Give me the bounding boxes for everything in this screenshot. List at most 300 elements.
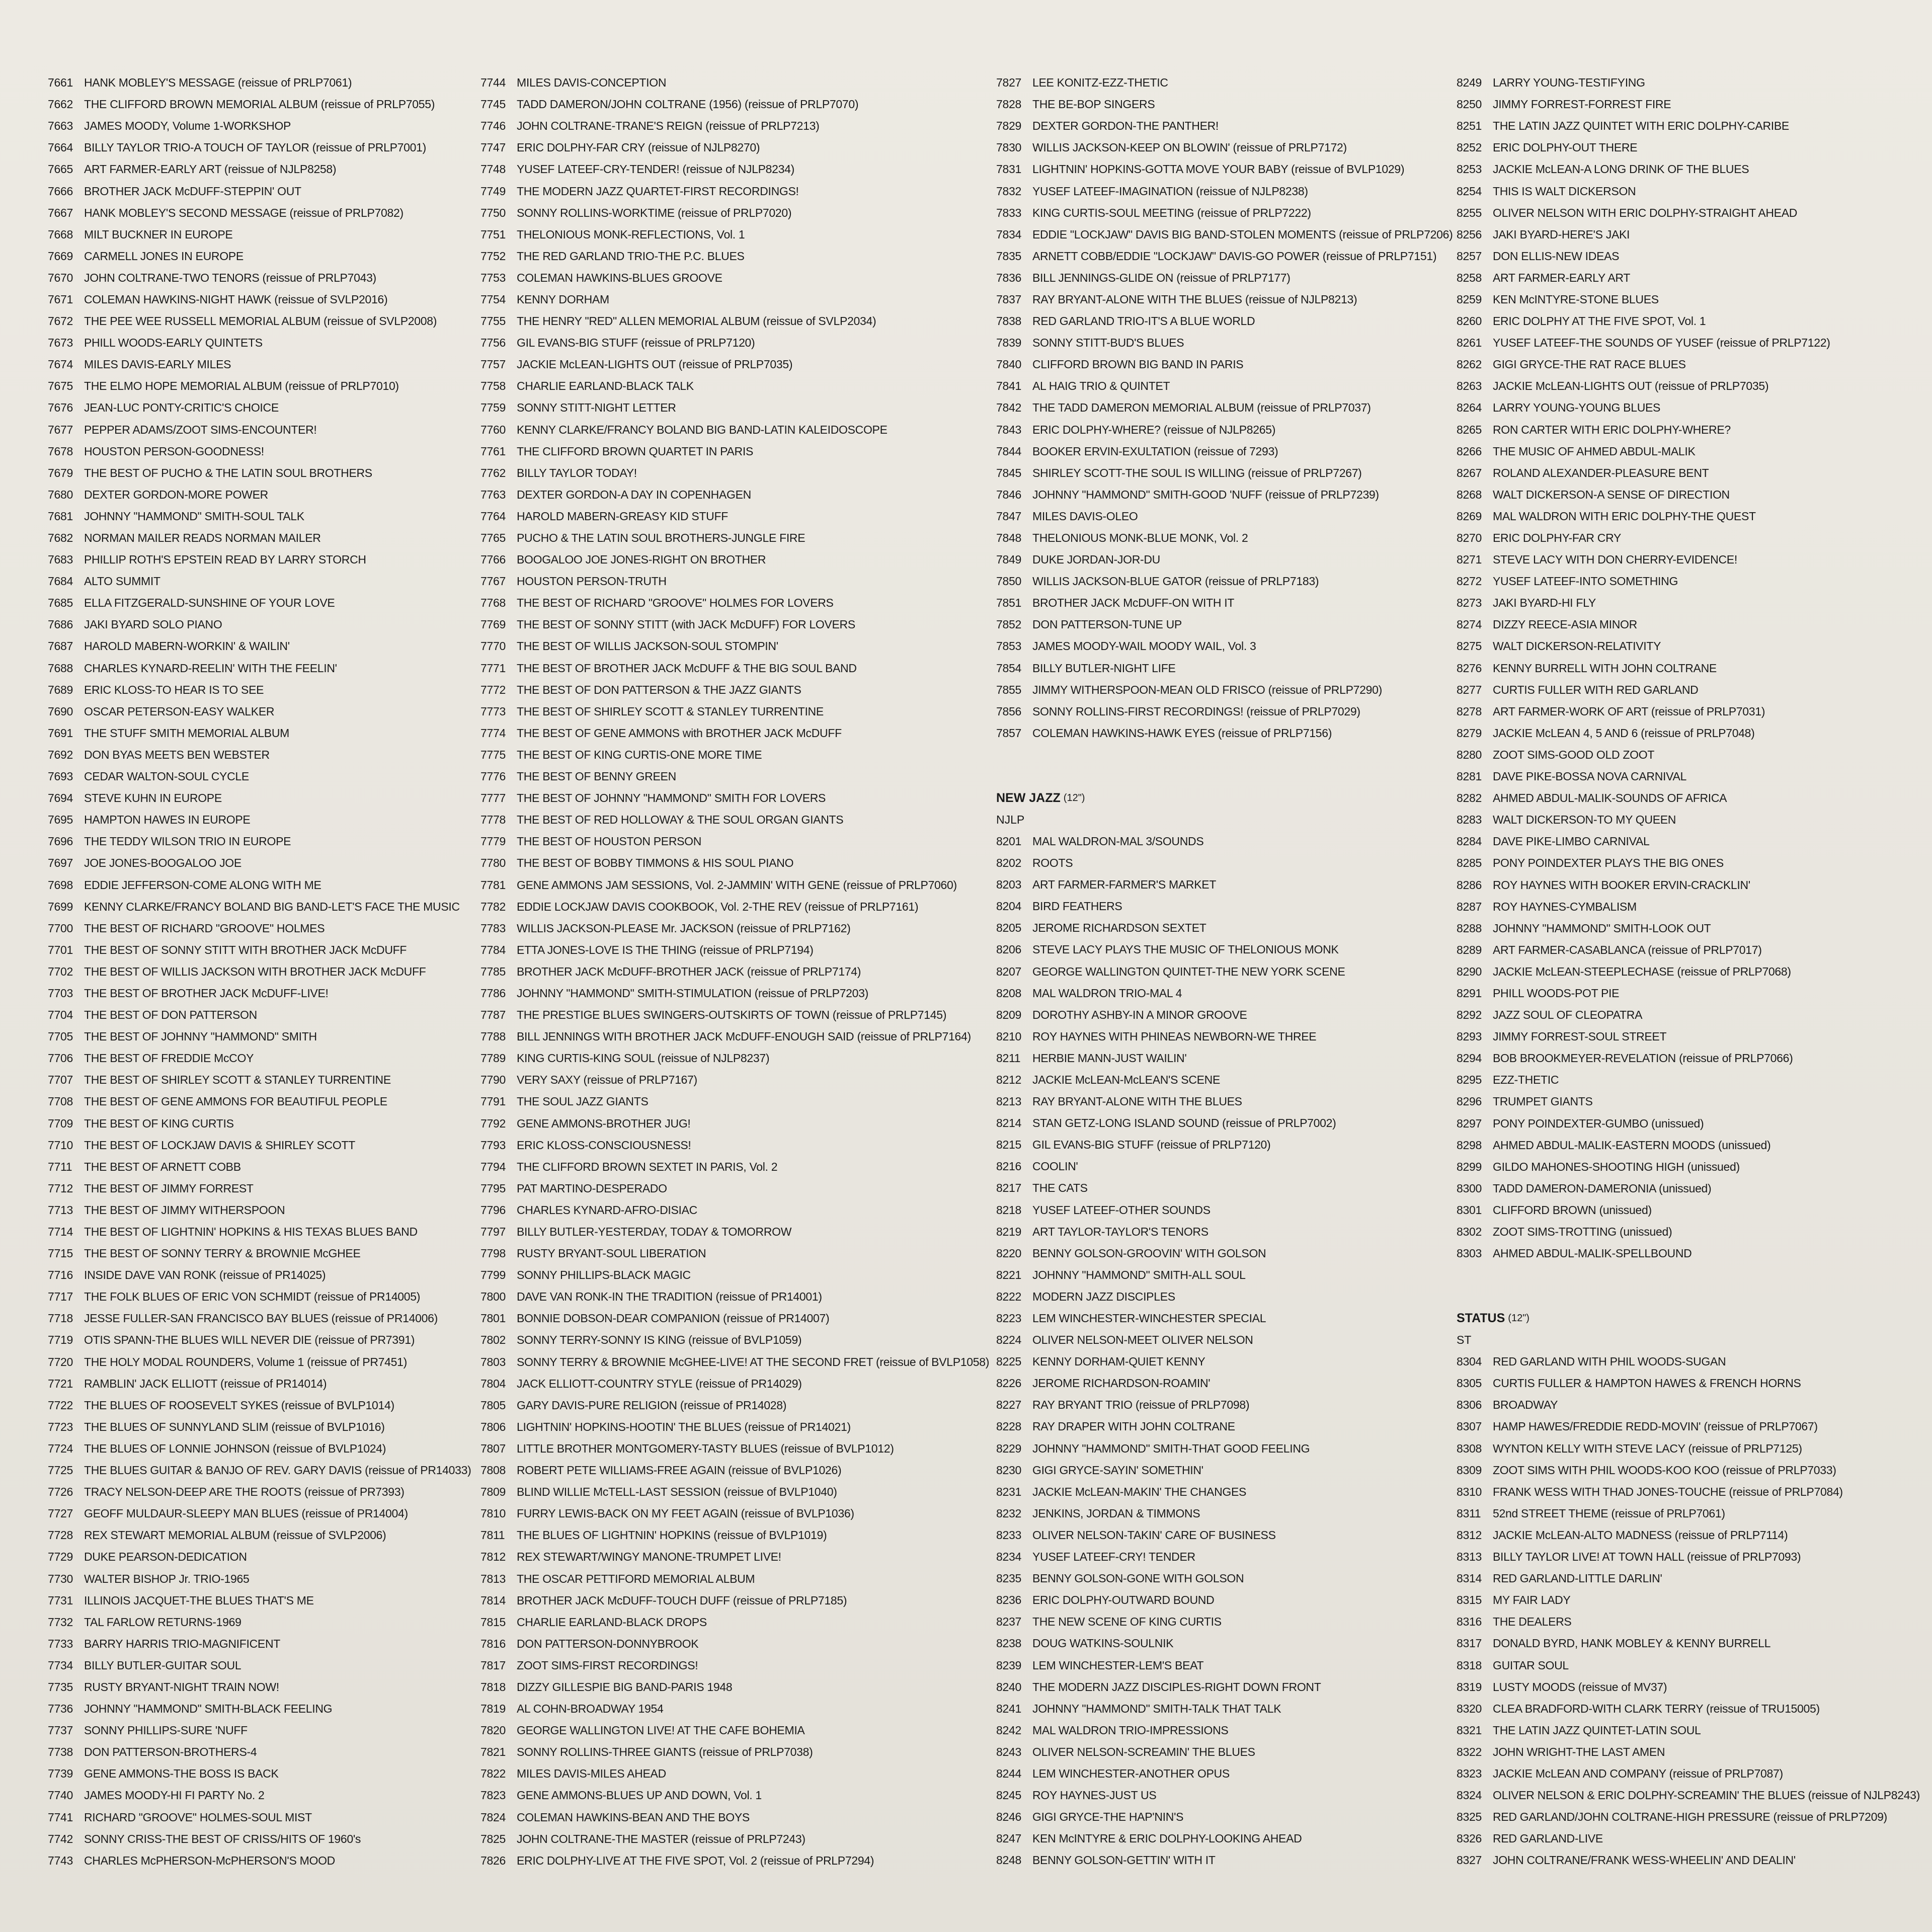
catalog-entry xyxy=(996,1676,1479,1698)
catalog-number: 7691 xyxy=(48,726,73,740)
catalog-entry xyxy=(480,441,994,462)
catalog-number: 8265 xyxy=(1457,423,1482,436)
catalog-number: 8252 xyxy=(1457,141,1482,154)
catalog-entry xyxy=(1457,1741,1924,1763)
catalog-number: 7682 xyxy=(48,531,73,545)
catalog-number: 8240 xyxy=(996,1680,1021,1694)
catalog-number: 7752 xyxy=(480,249,506,263)
album-title: MILES DAVIS-CONCEPTION xyxy=(517,76,667,90)
catalog-number: 7770 xyxy=(480,639,506,653)
catalog-number: 8319 xyxy=(1457,1680,1482,1694)
catalog-entry xyxy=(48,1698,491,1720)
album-title: EDDIE "LOCKJAW" DAVIS BIG BAND-STOLEN MOMENTS (reissue of PRLP7206) xyxy=(1032,227,1453,241)
catalog-entry xyxy=(480,1199,994,1221)
catalog-number: 7755 xyxy=(480,314,506,328)
catalog-number: 8288 xyxy=(1457,921,1482,935)
catalog-number: 7735 xyxy=(48,1680,73,1694)
catalog-entry xyxy=(48,1763,491,1785)
catalog-number: 7754 xyxy=(480,292,506,306)
catalog-number: 7799 xyxy=(480,1268,506,1282)
catalog-number: 7724 xyxy=(48,1441,73,1455)
catalog-number: 8285 xyxy=(1457,856,1482,870)
album-title: SONNY CRISS-THE BEST OF CRISS/HITS OF 1960's xyxy=(84,1832,361,1845)
catalog-entry xyxy=(48,462,491,484)
album-title: THE BEST OF SONNY STITT (with JACK McDUFF) FOR LOVERS xyxy=(517,618,855,631)
album-title: ERIC DOLPHY-LIVE AT THE FIVE SPOT, Vol. 2 (reissue of PRLP7294) xyxy=(517,1854,874,1867)
catalog-number: 7720 xyxy=(48,1355,73,1369)
catalog-number: 7745 xyxy=(480,98,506,111)
album-title: DEXTER GORDON-THE PANTHER! xyxy=(1032,119,1219,133)
catalog-number: 8324 xyxy=(1457,1789,1482,1802)
catalog-entry xyxy=(480,72,994,94)
catalog-entry xyxy=(1457,1720,1924,1741)
album-title: STEVE LACY PLAYS THE MUSIC OF THELONIOUS MONK xyxy=(1032,943,1339,956)
album-title: OLIVER NELSON & ERIC DOLPHY-SCREAMIN' THE BLUES (reissue of NJLP8243) xyxy=(1493,1789,1920,1802)
catalog-entry xyxy=(48,310,491,332)
album-title: BOOKER ERVIN-EXULTATION (reissue of 7293) xyxy=(1032,444,1278,458)
catalog-number: 7816 xyxy=(480,1637,506,1650)
album-title: DAVE VAN RONK-IN THE TRADITION (reissue of PR14001) xyxy=(517,1290,822,1304)
catalog-entry xyxy=(480,1286,994,1308)
catalog-number: 8277 xyxy=(1457,683,1482,696)
catalog-entry xyxy=(996,1524,1479,1546)
catalog-entry xyxy=(480,506,994,527)
catalog-number: 7774 xyxy=(480,726,506,740)
catalog-entry xyxy=(1457,1394,1924,1416)
album-title: DON BYAS MEETS BEN WEBSTER xyxy=(84,748,270,761)
album-title: DUKE PEARSON-DEDICATION xyxy=(84,1550,247,1564)
catalog-entry xyxy=(996,462,1479,484)
catalog-number: 7696 xyxy=(48,835,73,848)
catalog-entry xyxy=(1457,289,1924,310)
catalog-number: 7753 xyxy=(480,271,506,284)
album-title: GIGI GRYCE-THE RAT RACE BLUES xyxy=(1493,358,1686,371)
catalog-entry xyxy=(1457,766,1924,787)
section-gap xyxy=(1457,1264,1924,1286)
catalog-entry xyxy=(1457,1004,1924,1026)
album-title: KENNY CLARKE/FRANCY BOLAND BIG BAND-LATIN KALEIDOSCOPE xyxy=(517,423,888,436)
album-title: NORMAN MAILER READS NORMAN MAILER xyxy=(84,531,321,545)
catalog-number: 8247 xyxy=(996,1832,1021,1845)
album-title: JAKI BYARD-HERE'S JAKI xyxy=(1493,227,1630,241)
catalog-number: 8292 xyxy=(1457,1008,1482,1022)
catalog-entry xyxy=(48,614,491,635)
album-title: BILL JENNINGS WITH BROTHER JACK McDUFF-ENOUGH SAID (reissue of PRLP7164) xyxy=(517,1030,971,1043)
catalog-entry xyxy=(48,1524,491,1546)
catalog-number: 7760 xyxy=(480,423,506,436)
catalog-entry xyxy=(480,679,994,701)
catalog-entry xyxy=(48,1568,491,1589)
catalog-entry xyxy=(48,1221,491,1243)
album-title: SONNY ROLLINS-FIRST RECORDINGS! (reissue of PRLP7029) xyxy=(1032,704,1360,718)
album-title: THE BLUES GUITAR & BANJO OF REV. GARY DAVIS (reissue of PR14033) xyxy=(84,1464,471,1477)
album-title: INSIDE DAVE VAN RONK (reissue of PR14025) xyxy=(84,1268,326,1282)
album-title: BROTHER JACK McDUFF-TOUCH DUFF (reissue of PRLP7185) xyxy=(517,1593,847,1607)
catalog-column-1 xyxy=(48,72,491,1872)
album-title: BROADWAY xyxy=(1493,1398,1558,1412)
catalog-entry xyxy=(1457,1568,1924,1589)
album-title: THE HENRY "RED" ALLEN MEMORIAL ALBUM (reissue of SVLP2034) xyxy=(517,314,876,328)
catalog-entry xyxy=(480,484,994,506)
catalog-entry xyxy=(48,766,491,787)
album-title: MILES DAVIS-EARLY MILES xyxy=(84,358,231,371)
catalog-number: 7697 xyxy=(48,856,73,870)
catalog-number: 8263 xyxy=(1457,379,1482,393)
catalog-entry xyxy=(996,354,1479,375)
catalog-number: 7757 xyxy=(480,358,506,371)
album-title: COOLIN' xyxy=(1032,1160,1078,1173)
catalog-number: 7809 xyxy=(480,1485,506,1499)
catalog-number: 7802 xyxy=(480,1333,506,1347)
album-title: SONNY ROLLINS-WORKTIME (reissue of PRLP7020) xyxy=(517,206,792,219)
album-title: BILLY BUTLER-NIGHT LIFE xyxy=(1032,661,1176,675)
catalog-entry xyxy=(480,1048,994,1069)
album-title: THE BEST OF RICHARD "GROOVE" HOLMES FOR LOVERS xyxy=(517,596,834,610)
catalog-entry xyxy=(48,158,491,180)
catalog-entry xyxy=(1457,1698,1924,1720)
catalog-number: 7731 xyxy=(48,1593,73,1607)
catalog-number: 8243 xyxy=(996,1745,1021,1758)
album-title: GUITAR SOUL xyxy=(1493,1658,1569,1672)
album-title: SONNY PHILLIPS-SURE 'NUFF xyxy=(84,1724,248,1737)
catalog-entry xyxy=(996,137,1479,158)
catalog-number: 7792 xyxy=(480,1116,506,1130)
catalog-number: 7746 xyxy=(480,119,506,133)
album-title: BROTHER JACK McDUFF-ON WITH IT xyxy=(1032,596,1235,610)
catalog-entry xyxy=(48,180,491,202)
catalog-entry xyxy=(48,1395,491,1416)
catalog-entry xyxy=(996,1633,1479,1654)
album-title: BILLY BUTLER-YESTERDAY, TODAY & TOMORROW xyxy=(517,1225,792,1239)
album-title: BROTHER JACK McDUFF-BROTHER JACK (reissue of PRLP7174) xyxy=(517,964,861,978)
catalog-entry xyxy=(1457,1460,1924,1481)
section-gap xyxy=(996,744,1479,766)
catalog-entry xyxy=(1457,701,1924,722)
catalog-number: 8270 xyxy=(1457,531,1482,545)
album-title: COLEMAN HAWKINS-HAWK EYES (reissue of PRLP7156) xyxy=(1032,726,1332,740)
catalog-number: 8222 xyxy=(996,1290,1021,1303)
album-title: THE OSCAR PETTIFORD MEMORIAL ALBUM xyxy=(517,1572,755,1585)
catalog-entry xyxy=(480,614,994,635)
catalog-entry xyxy=(996,1589,1479,1611)
album-title: THE MUSIC OF AHMED ABDUL-MALIK xyxy=(1493,444,1696,458)
catalog-entry xyxy=(48,852,491,874)
catalog-number: 7763 xyxy=(480,488,506,501)
album-title: SONNY STITT-NIGHT LETTER xyxy=(517,401,676,415)
catalog-number: 8283 xyxy=(1457,813,1482,827)
album-title: THE LATIN JAZZ QUINTET WITH ERIC DOLPHY-CARIBE xyxy=(1493,119,1789,133)
catalog-entry xyxy=(480,1655,994,1676)
album-title: JOHN COLTRANE/FRANK WESS-WHEELIN' AND DEALIN' xyxy=(1493,1854,1796,1867)
album-title: JIMMY FORREST-FORREST FIRE xyxy=(1493,98,1671,111)
catalog-number: 7790 xyxy=(480,1073,506,1087)
catalog-entry xyxy=(996,592,1479,614)
album-title: KING CURTIS-KING SOUL (reissue of NJLP8237) xyxy=(517,1052,770,1065)
catalog-number: 7721 xyxy=(48,1377,73,1390)
catalog-number: 7662 xyxy=(48,98,73,111)
album-title: KENNY DORHAM-QUIET KENNY xyxy=(1032,1355,1205,1369)
catalog-entry xyxy=(48,1135,491,1156)
catalog-number: 7686 xyxy=(48,618,73,631)
catalog-number: 7690 xyxy=(48,704,73,718)
catalog-entry xyxy=(1457,1611,1924,1633)
catalog-number: 7732 xyxy=(48,1615,73,1629)
catalog-number: 8219 xyxy=(996,1225,1021,1238)
catalog-number: 7830 xyxy=(996,141,1021,154)
catalog-entry xyxy=(480,1416,994,1438)
catalog-entry xyxy=(48,722,491,744)
catalog-entry xyxy=(1457,874,1924,896)
catalog-entry xyxy=(48,1199,491,1221)
catalog-number: 7833 xyxy=(996,206,1021,219)
catalog-number: 7713 xyxy=(48,1203,73,1217)
album-title: THE TEDDY WILSON TRIO IN EUROPE xyxy=(84,835,291,848)
catalog-number: 7694 xyxy=(48,791,73,805)
catalog-number: 7718 xyxy=(48,1312,73,1325)
catalog-entry xyxy=(996,571,1479,592)
album-title: LEM WINCHESTER-ANOTHER OPUS xyxy=(1032,1766,1230,1780)
catalog-number: 7832 xyxy=(996,184,1021,198)
catalog-number: 7845 xyxy=(996,466,1021,479)
catalog-number: 7671 xyxy=(48,292,73,306)
album-title: DEXTER GORDON-A DAY IN COPENHAGEN xyxy=(517,488,751,501)
catalog-entry xyxy=(1457,592,1924,614)
catalog-entry xyxy=(996,658,1479,679)
catalog-entry xyxy=(1457,137,1924,158)
album-title: GIL EVANS-BIG STUFF (reissue of PRLP7120) xyxy=(517,336,755,350)
catalog-entry xyxy=(1457,72,1924,94)
catalog-number: 8257 xyxy=(1457,249,1482,263)
catalog-number: 7828 xyxy=(996,98,1021,111)
catalog-number: 7736 xyxy=(48,1702,73,1716)
catalog-entry xyxy=(996,158,1479,180)
catalog-entry xyxy=(1457,939,1924,961)
album-title: JACKIE McLEAN-LIGHTS OUT (reissue of PRLP7035) xyxy=(517,358,793,371)
catalog-entry xyxy=(996,1134,1479,1156)
catalog-number: 7843 xyxy=(996,423,1021,436)
catalog-entry xyxy=(480,744,994,766)
catalog-number: 7804 xyxy=(480,1377,506,1390)
album-title: TADD DAMERON-DAMERONIA (unissued) xyxy=(1493,1181,1712,1195)
section-prefix: ST xyxy=(1457,1333,1472,1347)
album-title: THE BEST OF KING CURTIS xyxy=(84,1116,234,1130)
album-title: JAMES MOODY-HI FI PARTY No. 2 xyxy=(84,1789,265,1802)
catalog-entry xyxy=(480,1264,994,1286)
catalog-entry xyxy=(996,1069,1479,1091)
catalog-entry xyxy=(996,419,1479,441)
catalog-number: 7711 xyxy=(48,1160,72,1173)
album-title: OLIVER NELSON-SCREAMIN' THE BLUES xyxy=(1032,1745,1255,1758)
catalog-number: 7835 xyxy=(996,249,1021,263)
catalog-entry xyxy=(1457,549,1924,571)
catalog-entry xyxy=(1457,1135,1924,1156)
catalog-entry xyxy=(1457,180,1924,202)
catalog-number: 7765 xyxy=(480,531,506,545)
catalog-entry xyxy=(480,1698,994,1720)
catalog-entry xyxy=(1457,1676,1924,1698)
catalog-number: 8209 xyxy=(996,1008,1021,1021)
album-title: JACKIE McLEAN AND COMPANY (reissue of PRLP7087) xyxy=(1493,1766,1783,1780)
catalog-number: 7722 xyxy=(48,1398,73,1412)
album-title: JOHNNY "HAMMOND" SMITH-BLACK FEELING xyxy=(84,1702,333,1716)
catalog-entry xyxy=(48,1807,491,1828)
catalog-entry xyxy=(480,1351,994,1373)
catalog-entry xyxy=(1457,419,1924,441)
album-title: ERIC KLOSS-CONSCIOUSNESS! xyxy=(517,1138,691,1152)
catalog-entry xyxy=(1457,1546,1924,1568)
catalog-number: 7751 xyxy=(480,227,506,241)
album-title: CHARLIE EARLAND-BLACK TALK xyxy=(517,379,694,393)
catalog-entry xyxy=(996,1720,1479,1741)
catalog-number: 7669 xyxy=(48,249,73,263)
album-title: THE MODERN JAZZ QUARTET-FIRST RECORDINGS! xyxy=(517,184,799,198)
album-title: JOHN COLTRANE-TRANE'S REIGN (reissue of PRLP7213) xyxy=(517,119,820,133)
catalog-entry xyxy=(996,635,1479,657)
album-title: BILLY TAYLOR TODAY! xyxy=(517,466,637,479)
catalog-entry xyxy=(48,635,491,657)
catalog-number: 7800 xyxy=(480,1290,506,1304)
album-title: THE BEST OF ARNETT COBB xyxy=(84,1160,241,1173)
album-title: JOHN COLTRANE-THE MASTER (reissue of PRLP7243) xyxy=(517,1832,806,1845)
section-size: (12") xyxy=(1508,1313,1530,1324)
album-title: ZOOT SIMS-FIRST RECORDINGS! xyxy=(517,1658,698,1672)
catalog-number: 8228 xyxy=(996,1420,1021,1433)
catalog-entry xyxy=(1457,1199,1924,1221)
catalog-entry xyxy=(480,397,994,419)
catalog-entry xyxy=(996,549,1479,571)
catalog-entry xyxy=(1457,614,1924,635)
album-title: WALT DICKERSON-TO MY QUEEN xyxy=(1493,813,1676,827)
album-title: BOOGALOO JOE JONES-RIGHT ON BROTHER xyxy=(517,553,766,567)
catalog-entry xyxy=(48,1308,491,1329)
album-title: LIGHTNIN' HOPKINS-GOTTA MOVE YOUR BABY (reissue of BVLP1029) xyxy=(1032,163,1405,176)
catalog-number: 8272 xyxy=(1457,575,1482,588)
catalog-number: 8241 xyxy=(996,1702,1021,1715)
album-title: BILLY BUTLER-GUITAR SOUL xyxy=(84,1658,242,1672)
catalog-number: 8249 xyxy=(1457,76,1482,90)
catalog-number: 7806 xyxy=(480,1420,506,1433)
album-title: SONNY PHILLIPS-BLACK MAGIC xyxy=(517,1268,691,1282)
album-title: JESSE FULLER-SAN FRANCISCO BAY BLUES (reissue of PR14006) xyxy=(84,1312,438,1325)
catalog-number: 8323 xyxy=(1457,1766,1482,1780)
catalog-entry xyxy=(480,1741,994,1763)
catalog-number: 8238 xyxy=(996,1637,1021,1650)
album-title: THE BLUES OF LONNIE JOHNSON (reissue of BVLP1024) xyxy=(84,1441,386,1455)
album-title: ART FARMER-EARLY ART xyxy=(1493,271,1631,284)
catalog-number: 7839 xyxy=(996,336,1021,350)
album-title: ART FARMER-CASABLANCA (reissue of PRLP7017) xyxy=(1493,943,1762,956)
catalog-number: 7836 xyxy=(996,271,1021,284)
album-title: LIGHTNIN' HOPKINS-HOOTIN' THE BLUES (reissue of PR14021) xyxy=(517,1420,851,1433)
catalog-number: 8210 xyxy=(996,1029,1021,1043)
catalog-number: 7768 xyxy=(480,596,506,610)
album-title: JOHNNY "HAMMOND" SMITH-STIMULATION (reissue of PRLP7203) xyxy=(517,986,869,1000)
catalog-entry xyxy=(1457,1849,1924,1871)
catalog-entry xyxy=(996,332,1479,354)
album-title: OSCAR PETERSON-EASY WALKER xyxy=(84,704,275,718)
catalog-number: 8218 xyxy=(996,1203,1021,1217)
album-title: GEORGE WALLINGTON LIVE! AT THE CAFE BOHEMIA xyxy=(517,1724,805,1737)
catalog-entry xyxy=(48,1612,491,1633)
catalog-entry xyxy=(48,1785,491,1806)
album-title: ROY HAYNES WITH PHINEAS NEWBORN-WE THREE xyxy=(1032,1029,1317,1043)
catalog-number: 8246 xyxy=(996,1810,1021,1824)
album-title: THE BLUES OF SUNNYLAND SLIM (reissue of BVLP1016) xyxy=(84,1420,385,1433)
album-title: RED GARLAND/JOHN COLTRANE-HIGH PRESSURE (reissue of PRLP7209) xyxy=(1493,1810,1887,1824)
catalog-number: 8261 xyxy=(1457,336,1482,350)
album-title: YUSEF LATEEF-CRY! TENDER xyxy=(1032,1550,1195,1564)
album-title: MAL WALDRON TRIO-IMPRESSIONS xyxy=(1032,1723,1229,1737)
album-title: THE STUFF SMITH MEMORIAL ALBUM xyxy=(84,726,290,740)
catalog-number: 8326 xyxy=(1457,1832,1482,1845)
catalog-number: 8327 xyxy=(1457,1854,1482,1867)
album-title: THE PEE WEE RUSSELL MEMORIAL ALBUM (reissue of SVLP2008) xyxy=(84,314,437,328)
catalog-entry xyxy=(996,1026,1479,1048)
catalog-entry xyxy=(48,1633,491,1655)
album-title: THE BEST OF BROTHER JACK McDUFF-LIVE! xyxy=(84,986,329,1000)
catalog-entry xyxy=(1457,1524,1924,1546)
catalog-entry xyxy=(480,549,994,571)
catalog-entry xyxy=(48,1720,491,1741)
catalog-entry xyxy=(996,1481,1479,1503)
album-title: JACK ELLIOTT-COUNTRY STYLE (reissue of PR14029) xyxy=(517,1377,802,1390)
catalog-entry xyxy=(996,1329,1479,1351)
album-title: REX STEWART/WINGY MANONE-TRUMPET LIVE! xyxy=(517,1550,781,1564)
catalog-number: 7813 xyxy=(480,1572,506,1585)
catalog-number: 7808 xyxy=(480,1464,506,1477)
catalog-entry xyxy=(480,701,994,722)
catalog-number: 7848 xyxy=(996,531,1021,545)
catalog-entry xyxy=(1457,658,1924,679)
catalog-number: 7786 xyxy=(480,986,506,1000)
catalog-entry xyxy=(1457,354,1924,375)
album-title: LEM WINCHESTER-LEM'S BEAT xyxy=(1032,1658,1204,1672)
album-title: THE BEST OF DON PATTERSON & THE JAZZ GIANTS xyxy=(517,683,801,696)
album-title: JAMES MOODY-WAIL MOODY WAIL, Vol. 3 xyxy=(1032,639,1256,653)
album-title: REX STEWART MEMORIAL ALBUM (reissue of SVLP2006) xyxy=(84,1528,386,1542)
album-title: DEXTER GORDON-MORE POWER xyxy=(84,488,268,501)
album-title: CARMELL JONES IN EUROPE xyxy=(84,249,244,263)
catalog-entry xyxy=(480,939,994,961)
album-title: PEPPER ADAMS/ZOOT SIMS-ENCOUNTER! xyxy=(84,423,317,436)
catalog-number: 8215 xyxy=(996,1138,1021,1152)
catalog-entry xyxy=(48,375,491,397)
catalog-number: 7730 xyxy=(48,1572,73,1585)
album-title: CLIFFORD BROWN BIG BAND IN PARIS xyxy=(1032,358,1244,371)
album-title: THE DEALERS xyxy=(1493,1615,1572,1629)
catalog-entry xyxy=(480,332,994,354)
catalog-entry xyxy=(1457,1654,1924,1676)
catalog-number: 7826 xyxy=(480,1854,506,1867)
album-title: CHARLES KYNARD-AFRO-DISIAC xyxy=(517,1203,697,1217)
catalog-entry xyxy=(480,1178,994,1199)
catalog-entry xyxy=(996,1048,1479,1069)
catalog-number: 7672 xyxy=(48,314,73,328)
catalog-number: 8245 xyxy=(996,1789,1021,1802)
album-title: THE BEST OF LIGHTNIN' HOPKINS & HIS TEXAS BLUES BAND xyxy=(84,1225,418,1239)
catalog-entry xyxy=(1457,852,1924,874)
album-title: ROY HAYNES-CYMBALISM xyxy=(1493,900,1637,913)
album-title: MAL WALDRON-MAL 3/SOUNDS xyxy=(1032,834,1204,848)
catalog-number: 7829 xyxy=(996,119,1021,133)
catalog-entry xyxy=(1457,1481,1924,1503)
catalog-entry xyxy=(996,224,1479,246)
catalog-number: 7675 xyxy=(48,379,73,393)
catalog-number: 7779 xyxy=(480,835,506,848)
album-title: RED GARLAND-LITTLE DARLIN' xyxy=(1493,1572,1662,1585)
catalog-entry xyxy=(48,1264,491,1286)
catalog-entry xyxy=(48,701,491,722)
